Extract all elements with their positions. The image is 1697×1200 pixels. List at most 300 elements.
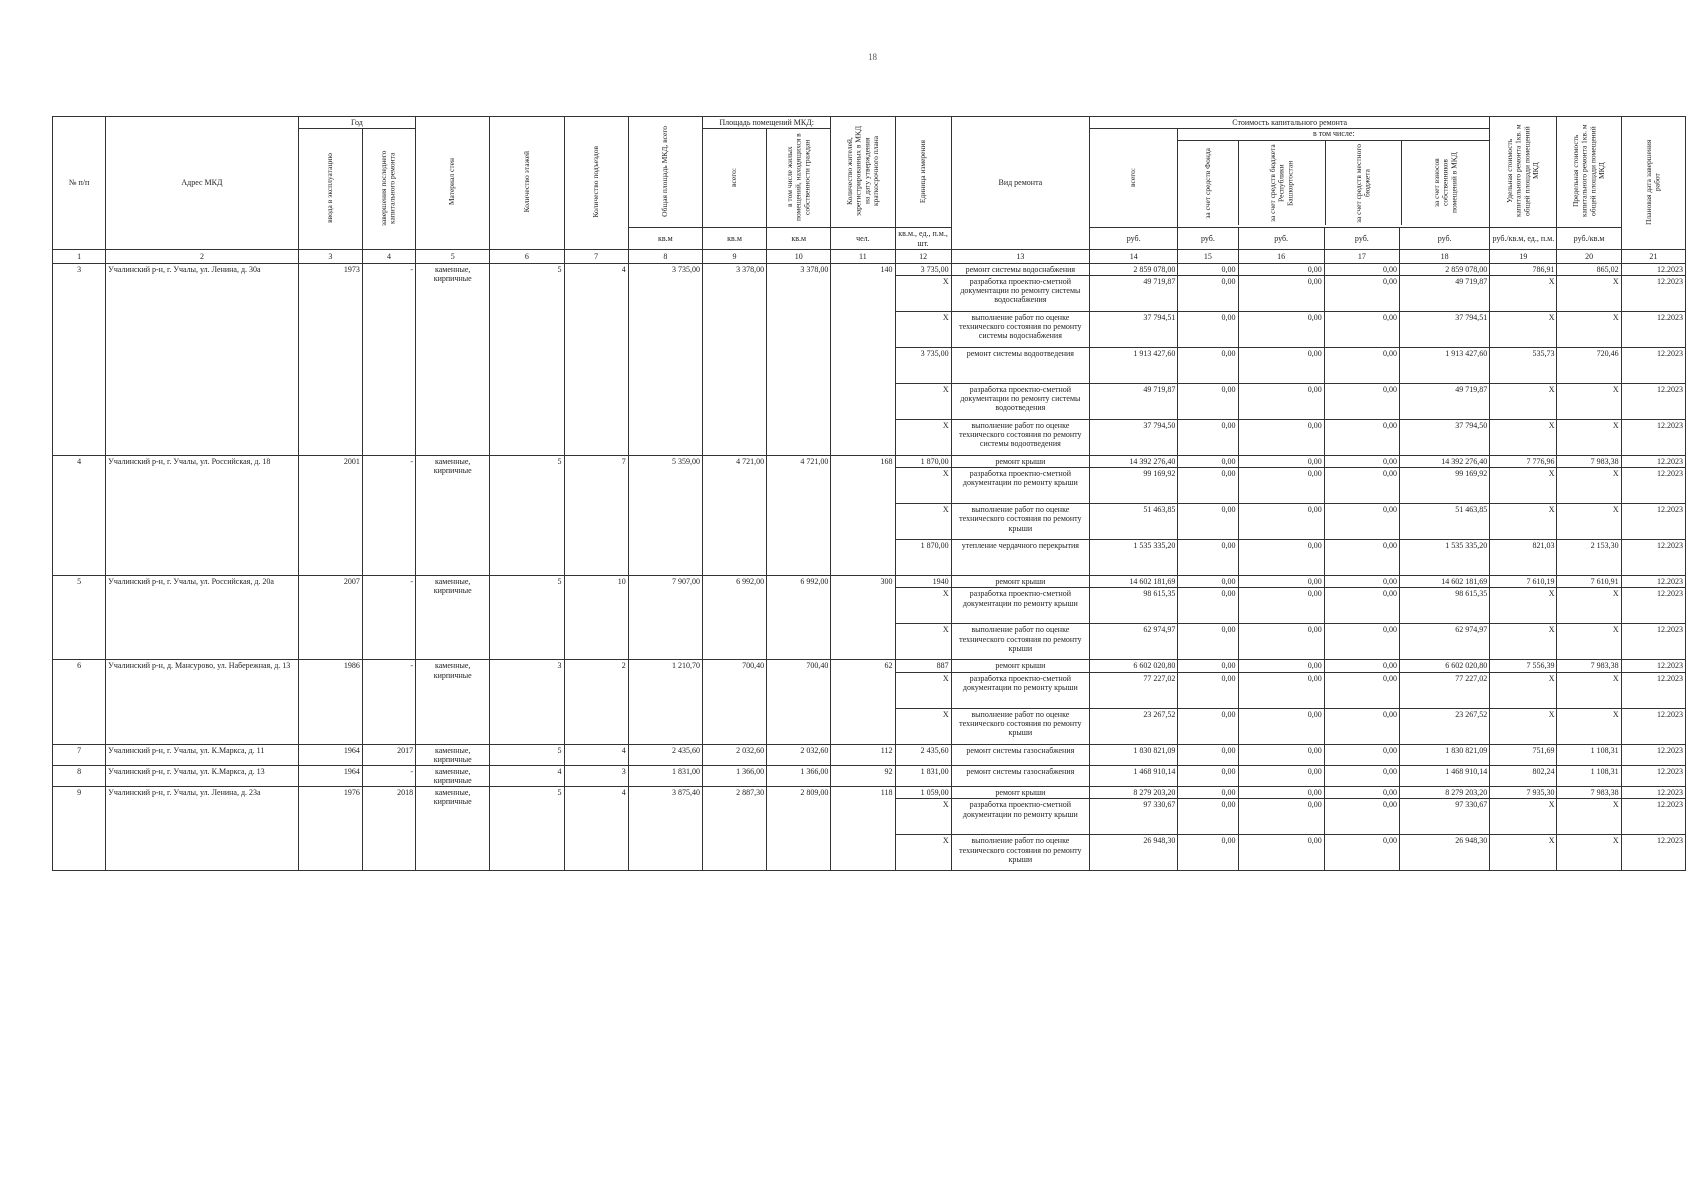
cell-cost-owners: 98 615,35 bbox=[1399, 588, 1489, 624]
cell-area-total: 2 887,30 bbox=[702, 787, 766, 871]
cell-unit-cost: 786,91 bbox=[1490, 263, 1557, 275]
cell-limit-cost: 7 983,38 bbox=[1557, 455, 1621, 467]
unit-col-9: кв.м bbox=[702, 228, 766, 249]
column-number: 16 bbox=[1238, 249, 1324, 263]
cell-year-last-repair: - bbox=[362, 765, 415, 786]
cell-unit-cost: X bbox=[1490, 835, 1557, 871]
cell-unit: 3 735,00 bbox=[895, 347, 951, 383]
cell-cost-total: 14 602 181,69 bbox=[1090, 576, 1178, 588]
cell-unit: 1 870,00 bbox=[895, 540, 951, 576]
column-number: 19 bbox=[1490, 249, 1557, 263]
hdr-cost-republic: за счет средств бюджета Республики Башкортостан bbox=[1239, 141, 1326, 225]
cell-repair-type: ремонт системы водоснабжения bbox=[951, 263, 1089, 275]
cell-unit-cost: X bbox=[1490, 504, 1557, 540]
hdr-num: № п/п bbox=[53, 117, 106, 250]
cell-cost-republic: 0,00 bbox=[1238, 419, 1324, 455]
hdr-incl-label: в том числе: bbox=[1178, 129, 1489, 141]
cell-repair-type: ремонт крыши bbox=[951, 660, 1089, 672]
cell-planned-date: 12.2023 bbox=[1621, 311, 1685, 347]
cell-area-residential: 3 378,00 bbox=[767, 263, 831, 455]
column-number: 18 bbox=[1399, 249, 1489, 263]
table-row bbox=[53, 263, 1686, 275]
cell-unit: 1940 bbox=[895, 576, 951, 588]
cell-cost-local: 0,00 bbox=[1324, 275, 1399, 311]
cell-unit: X bbox=[895, 504, 951, 540]
hdr-year-last-repair: завершения последнего капитального ремонта bbox=[362, 129, 415, 250]
cell-cost-republic: 0,00 bbox=[1238, 588, 1324, 624]
unit-col-17: руб. bbox=[1324, 228, 1399, 249]
cell-cost-republic: 0,00 bbox=[1238, 708, 1324, 744]
cell-unit: X bbox=[895, 624, 951, 660]
column-number: 13 bbox=[951, 249, 1089, 263]
cell-num: 8 bbox=[53, 765, 106, 786]
cell-unit: X bbox=[895, 835, 951, 871]
cell-cost-local: 0,00 bbox=[1324, 347, 1399, 383]
cell-cost-owners: 1 468 910,14 bbox=[1399, 765, 1489, 786]
cell-total-area: 7 907,00 bbox=[628, 576, 702, 660]
cell-cost-local: 0,00 bbox=[1324, 835, 1399, 871]
cell-cost-fund: 0,00 bbox=[1178, 347, 1238, 383]
cell-repair-type: разработка проектно-сметной документации по ремонту системы водоотведения bbox=[951, 383, 1089, 419]
cell-planned-date: 12.2023 bbox=[1621, 765, 1685, 786]
cell-cost-local: 0,00 bbox=[1324, 672, 1399, 708]
cell-unit: X bbox=[895, 588, 951, 624]
table-row bbox=[53, 787, 1686, 799]
cell-wall-material: каменные, кирпичные bbox=[416, 263, 490, 455]
cell-cost-total: 1 830 821,09 bbox=[1090, 744, 1178, 765]
cell-repair-type: выполнение работ по оценке технического состояния по ремонту крыши bbox=[951, 624, 1089, 660]
cell-cost-republic: 0,00 bbox=[1238, 540, 1324, 576]
cell-cost-fund: 0,00 bbox=[1178, 660, 1238, 672]
cell-cost-local: 0,00 bbox=[1324, 744, 1399, 765]
cell-address: Учалинский р-н, г. Учалы, ул. Российская, д. 18 bbox=[106, 455, 299, 575]
hdr-cost-fund: за счет средств Фонда bbox=[1178, 141, 1239, 225]
cell-year-last-repair: - bbox=[362, 660, 415, 744]
hdr-year-commissioning: ввода в эксплуатацию bbox=[298, 129, 362, 250]
cell-planned-date: 12.2023 bbox=[1621, 275, 1685, 311]
unit-col-12: кв.м., ед., п.м., шт. bbox=[895, 228, 951, 249]
cell-residents: 168 bbox=[831, 455, 895, 575]
cell-repair-type: разработка проектно-сметной документации по ремонту крыши bbox=[951, 799, 1089, 835]
cell-repair-type: выполнение работ по оценке технического состояния по ремонту крыши bbox=[951, 504, 1089, 540]
cell-limit-cost: X bbox=[1557, 419, 1621, 455]
cell-floors: 5 bbox=[490, 576, 564, 660]
cell-cost-republic: 0,00 bbox=[1238, 624, 1324, 660]
cell-planned-date: 12.2023 bbox=[1621, 540, 1685, 576]
cell-cost-owners: 23 267,52 bbox=[1399, 708, 1489, 744]
column-number: 8 bbox=[628, 249, 702, 263]
cell-num: 3 bbox=[53, 263, 106, 455]
cell-entrances: 7 bbox=[564, 455, 628, 575]
cell-unit: 2 435,60 bbox=[895, 744, 951, 765]
cell-area-total: 2 032,60 bbox=[702, 744, 766, 765]
cell-cost-fund: 0,00 bbox=[1178, 588, 1238, 624]
cell-year-commissioning: 2001 bbox=[298, 455, 362, 575]
cell-repair-type: выполнение работ по оценке технического состояния по ремонту системы водоснабжения bbox=[951, 311, 1089, 347]
cell-cost-local: 0,00 bbox=[1324, 624, 1399, 660]
cell-cost-fund: 0,00 bbox=[1178, 576, 1238, 588]
cell-unit: X bbox=[895, 311, 951, 347]
hdr-repair-type: Вид ремонта bbox=[951, 117, 1089, 250]
cell-planned-date: 12.2023 bbox=[1621, 787, 1685, 799]
cell-cost-local: 0,00 bbox=[1324, 311, 1399, 347]
cell-floors: 4 bbox=[490, 765, 564, 786]
cell-cost-owners: 99 169,92 bbox=[1399, 468, 1489, 504]
table-body bbox=[53, 263, 1686, 871]
cell-cost-owners: 62 974,97 bbox=[1399, 624, 1489, 660]
cell-wall-material: каменные, кирпичные bbox=[416, 576, 490, 660]
cell-floors: 5 bbox=[490, 787, 564, 871]
cell-cost-total: 14 392 276,40 bbox=[1090, 455, 1178, 467]
cell-limit-cost: X bbox=[1557, 588, 1621, 624]
cell-planned-date: 12.2023 bbox=[1621, 835, 1685, 871]
cell-cost-local: 0,00 bbox=[1324, 708, 1399, 744]
hdr-cost-owners: за счет взносов собственников помещений в МКД bbox=[1431, 152, 1459, 214]
cell-cost-owners: 51 463,85 bbox=[1399, 504, 1489, 540]
cell-total-area: 5 359,00 bbox=[628, 455, 702, 575]
cell-cost-republic: 0,00 bbox=[1238, 744, 1324, 765]
hdr-cost-group: Стоимость капитального ремонта bbox=[1090, 117, 1490, 129]
cell-cost-fund: 0,00 bbox=[1178, 419, 1238, 455]
cell-planned-date: 12.2023 bbox=[1621, 708, 1685, 744]
cell-floors: 5 bbox=[490, 263, 564, 455]
cell-limit-cost: 7 983,38 bbox=[1557, 660, 1621, 672]
column-number: 5 bbox=[416, 249, 490, 263]
cell-cost-local: 0,00 bbox=[1324, 660, 1399, 672]
table-row bbox=[53, 576, 1686, 588]
cell-cost-total: 49 719,87 bbox=[1090, 383, 1178, 419]
cell-limit-cost: X bbox=[1557, 835, 1621, 871]
cell-year-commissioning: 1973 bbox=[298, 263, 362, 455]
cell-cost-republic: 0,00 bbox=[1238, 455, 1324, 467]
column-number: 17 bbox=[1324, 249, 1399, 263]
cell-planned-date: 12.2023 bbox=[1621, 419, 1685, 455]
cell-cost-republic: 0,00 bbox=[1238, 765, 1324, 786]
cell-area-residential: 4 721,00 bbox=[767, 455, 831, 575]
cell-year-last-repair: - bbox=[362, 576, 415, 660]
table-row bbox=[53, 744, 1686, 765]
cell-planned-date: 12.2023 bbox=[1621, 455, 1685, 467]
cell-unit: 1 831,00 bbox=[895, 765, 951, 786]
cell-cost-republic: 0,00 bbox=[1238, 672, 1324, 708]
cell-cost-owners: 49 719,87 bbox=[1399, 275, 1489, 311]
cell-cost-local: 0,00 bbox=[1324, 455, 1399, 467]
cell-unit: X bbox=[895, 468, 951, 504]
cell-repair-type: ремонт системы газоснабжения bbox=[951, 765, 1089, 786]
column-number: 6 bbox=[490, 249, 564, 263]
unit-col-8: кв.м bbox=[628, 228, 702, 249]
cell-unit: X bbox=[895, 419, 951, 455]
hdr-unit-measure: Единица измерения bbox=[895, 117, 951, 228]
cell-cost-local: 0,00 bbox=[1324, 787, 1399, 799]
cell-limit-cost: 1 108,31 bbox=[1557, 765, 1621, 786]
cell-limit-cost: X bbox=[1557, 468, 1621, 504]
unit-col-16: руб. bbox=[1238, 228, 1324, 249]
cell-cost-owners: 14 392 276,40 bbox=[1399, 455, 1489, 467]
cell-unit-cost: X bbox=[1490, 588, 1557, 624]
cell-cost-fund: 0,00 bbox=[1178, 263, 1238, 275]
cell-year-commissioning: 1964 bbox=[298, 765, 362, 786]
cell-cost-owners: 49 719,87 bbox=[1399, 383, 1489, 419]
cell-cost-total: 1 913 427,60 bbox=[1090, 347, 1178, 383]
cell-cost-total: 77 227,02 bbox=[1090, 672, 1178, 708]
column-number: 2 bbox=[106, 249, 299, 263]
cell-cost-total: 98 615,35 bbox=[1090, 588, 1178, 624]
cell-residents: 300 bbox=[831, 576, 895, 660]
cell-unit-cost: 751,69 bbox=[1490, 744, 1557, 765]
column-number: 14 bbox=[1090, 249, 1178, 263]
cell-num: 9 bbox=[53, 787, 106, 871]
cell-address: Учалинский р-н, г. Учалы, ул. Ленина, д. 30а bbox=[106, 263, 299, 455]
cell-cost-total: 8 279 203,20 bbox=[1090, 787, 1178, 799]
hdr-limit-cost: Предельная стоимость капитального ремонта 1кв. м общей площади помещений МКД bbox=[1557, 117, 1621, 228]
cell-unit-cost: X bbox=[1490, 468, 1557, 504]
cell-residents: 92 bbox=[831, 765, 895, 786]
cell-repair-type: ремонт крыши bbox=[951, 787, 1089, 799]
cell-year-last-repair: - bbox=[362, 263, 415, 455]
cell-residents: 118 bbox=[831, 787, 895, 871]
hdr-unit-cost: Удельная стоимость капитального ремонта 1кв. м общей площади помещений МКД bbox=[1490, 117, 1557, 228]
cell-limit-cost: X bbox=[1557, 708, 1621, 744]
cell-unit: 1 059,00 bbox=[895, 787, 951, 799]
cell-cost-owners: 37 794,51 bbox=[1399, 311, 1489, 347]
cell-address: Учалинский р-н, г. Учалы, ул. Ленина, д. 23а bbox=[106, 787, 299, 871]
cell-unit: X bbox=[895, 708, 951, 744]
column-number: 7 bbox=[564, 249, 628, 263]
cell-area-total: 3 378,00 bbox=[702, 263, 766, 455]
cell-cost-fund: 0,00 bbox=[1178, 624, 1238, 660]
cell-unit-cost: 7 776,96 bbox=[1490, 455, 1557, 467]
cell-cost-total: 37 794,51 bbox=[1090, 311, 1178, 347]
cell-year-commissioning: 1976 bbox=[298, 787, 362, 871]
cell-floors: 5 bbox=[490, 744, 564, 765]
cell-unit-cost: X bbox=[1490, 383, 1557, 419]
cell-repair-type: ремонт системы водоотведения bbox=[951, 347, 1089, 383]
cell-year-commissioning: 1986 bbox=[298, 660, 362, 744]
cell-address: Учалинский р-н, г. Учалы, ул. К.Маркса, д. 11 bbox=[106, 744, 299, 765]
cell-repair-type: ремонт крыши bbox=[951, 576, 1089, 588]
cell-cost-owners: 1 830 821,09 bbox=[1399, 744, 1489, 765]
cell-year-commissioning: 1964 bbox=[298, 744, 362, 765]
cell-cost-local: 0,00 bbox=[1324, 468, 1399, 504]
unit-col-14: руб. bbox=[1090, 228, 1178, 249]
cell-unit: X bbox=[895, 672, 951, 708]
hdr-address: Адрес МКД bbox=[106, 117, 299, 250]
cell-cost-total: 99 169,92 bbox=[1090, 468, 1178, 504]
cell-limit-cost: 865,02 bbox=[1557, 263, 1621, 275]
cell-cost-fund: 0,00 bbox=[1178, 765, 1238, 786]
unit-col-20: руб./кв.м bbox=[1557, 228, 1621, 249]
cell-unit: X bbox=[895, 799, 951, 835]
cell-unit: 887 bbox=[895, 660, 951, 672]
cell-cost-total: 26 948,30 bbox=[1090, 835, 1178, 871]
cell-repair-type: ремонт системы газоснабжения bbox=[951, 744, 1089, 765]
cell-cost-fund: 0,00 bbox=[1178, 744, 1238, 765]
cell-unit-cost: X bbox=[1490, 708, 1557, 744]
hdr-cost-total: всего: bbox=[1090, 129, 1178, 228]
table-header bbox=[53, 117, 1686, 264]
cell-floors: 5 bbox=[490, 455, 564, 575]
cell-repair-type: ремонт крыши bbox=[951, 455, 1089, 467]
hdr-year-group: Год bbox=[298, 117, 415, 129]
cell-cost-owners: 77 227,02 bbox=[1399, 672, 1489, 708]
cell-cost-local: 0,00 bbox=[1324, 504, 1399, 540]
cell-planned-date: 12.2023 bbox=[1621, 672, 1685, 708]
cell-entrances: 10 bbox=[564, 576, 628, 660]
unit-col-18: руб. bbox=[1399, 228, 1489, 249]
cell-cost-owners: 37 794,50 bbox=[1399, 419, 1489, 455]
cell-cost-fund: 0,00 bbox=[1178, 787, 1238, 799]
cell-cost-republic: 0,00 bbox=[1238, 347, 1324, 383]
cell-cost-owners: 1 535 335,20 bbox=[1399, 540, 1489, 576]
cell-cost-republic: 0,00 bbox=[1238, 383, 1324, 419]
cell-cost-republic: 0,00 bbox=[1238, 311, 1324, 347]
cell-cost-owners: 6 602 020,80 bbox=[1399, 660, 1489, 672]
hdr-area-residential: в том числе жилых помещений, находящихся в собственности граждан bbox=[767, 129, 831, 228]
cell-area-residential: 2 032,60 bbox=[767, 744, 831, 765]
hdr-premises-area: Площадь помещений МКД: bbox=[702, 117, 830, 129]
cell-cost-total: 97 330,67 bbox=[1090, 799, 1178, 835]
cell-repair-type: разработка проектно-сметной документации по ремонту системы водоснабжения bbox=[951, 275, 1089, 311]
cell-cost-republic: 0,00 bbox=[1238, 504, 1324, 540]
cell-cost-republic: 0,00 bbox=[1238, 468, 1324, 504]
cell-cost-local: 0,00 bbox=[1324, 383, 1399, 419]
cell-entrances: 3 bbox=[564, 765, 628, 786]
cell-cost-owners: 2 859 078,00 bbox=[1399, 263, 1489, 275]
cell-limit-cost: 7 610,91 bbox=[1557, 576, 1621, 588]
cell-limit-cost: X bbox=[1557, 383, 1621, 419]
cell-entrances: 4 bbox=[564, 744, 628, 765]
cell-area-total: 6 992,00 bbox=[702, 576, 766, 660]
column-number: 12 bbox=[895, 249, 951, 263]
cell-unit: 3 735,00 bbox=[895, 263, 951, 275]
cell-planned-date: 12.2023 bbox=[1621, 576, 1685, 588]
column-number: 10 bbox=[767, 249, 831, 263]
cell-unit: X bbox=[895, 383, 951, 419]
cell-entrances: 4 bbox=[564, 787, 628, 871]
cell-limit-cost: X bbox=[1557, 311, 1621, 347]
cell-cost-fund: 0,00 bbox=[1178, 468, 1238, 504]
cell-repair-type: выполнение работ по оценке технического состояния по ремонту системы водоотведения bbox=[951, 419, 1089, 455]
cell-year-last-repair: 2018 bbox=[362, 787, 415, 871]
cell-cost-republic: 0,00 bbox=[1238, 799, 1324, 835]
cell-area-residential: 6 992,00 bbox=[767, 576, 831, 660]
cell-planned-date: 12.2023 bbox=[1621, 624, 1685, 660]
cell-unit-cost: X bbox=[1490, 275, 1557, 311]
cell-repair-type: разработка проектно-сметной документации по ремонту крыши bbox=[951, 468, 1089, 504]
column-numbers-row bbox=[53, 249, 1686, 263]
column-number: 9 bbox=[702, 249, 766, 263]
cell-cost-owners: 26 948,30 bbox=[1399, 835, 1489, 871]
cell-cost-total: 1 535 335,20 bbox=[1090, 540, 1178, 576]
cell-limit-cost: X bbox=[1557, 799, 1621, 835]
cell-unit-cost: X bbox=[1490, 311, 1557, 347]
cell-residents: 112 bbox=[831, 744, 895, 765]
cell-unit-cost: 802,24 bbox=[1490, 765, 1557, 786]
hdr-floors: Количество этажей bbox=[490, 117, 564, 250]
cell-address: Учалинский р-н, д. Мансурово, ул. Набережная, д. 13 bbox=[106, 660, 299, 744]
cell-unit-cost: 821,03 bbox=[1490, 540, 1557, 576]
cell-planned-date: 12.2023 bbox=[1621, 588, 1685, 624]
cell-planned-date: 12.2023 bbox=[1621, 468, 1685, 504]
cell-planned-date: 12.2023 bbox=[1621, 347, 1685, 383]
cell-cost-total: 37 794,50 bbox=[1090, 419, 1178, 455]
cell-limit-cost: 1 108,31 bbox=[1557, 744, 1621, 765]
cell-planned-date: 12.2023 bbox=[1621, 383, 1685, 419]
table-row bbox=[53, 455, 1686, 467]
cell-cost-fund: 0,00 bbox=[1178, 455, 1238, 467]
column-number: 15 bbox=[1178, 249, 1238, 263]
hdr-residents: Количество жителей, зарегистрированных в МКД на дату утверждения краткосрочного плана bbox=[831, 117, 895, 228]
column-number: 4 bbox=[362, 249, 415, 263]
cell-total-area: 3 875,40 bbox=[628, 787, 702, 871]
cell-cost-total: 62 974,97 bbox=[1090, 624, 1178, 660]
table-row bbox=[53, 765, 1686, 786]
cell-cost-republic: 0,00 bbox=[1238, 275, 1324, 311]
cell-cost-local: 0,00 bbox=[1324, 765, 1399, 786]
cell-cost-local: 0,00 bbox=[1324, 576, 1399, 588]
cell-cost-total: 51 463,85 bbox=[1090, 504, 1178, 540]
cell-cost-local: 0,00 bbox=[1324, 540, 1399, 576]
cell-wall-material: каменные, кирпичные bbox=[416, 744, 490, 765]
cell-cost-fund: 0,00 bbox=[1178, 504, 1238, 540]
unit-col-19: руб./кв.м, ед., п.м. bbox=[1490, 228, 1557, 249]
cell-cost-owners: 14 602 181,69 bbox=[1399, 576, 1489, 588]
cell-cost-total: 49 719,87 bbox=[1090, 275, 1178, 311]
cell-cost-total: 2 859 078,00 bbox=[1090, 263, 1178, 275]
hdr-total-area: Общая площадь МКД, всего bbox=[628, 117, 702, 228]
column-number: 20 bbox=[1557, 249, 1621, 263]
hdr-area-total: всего: bbox=[702, 129, 766, 228]
cell-cost-owners: 8 279 203,20 bbox=[1399, 787, 1489, 799]
cell-cost-local: 0,00 bbox=[1324, 588, 1399, 624]
cell-planned-date: 12.2023 bbox=[1621, 504, 1685, 540]
cell-limit-cost: X bbox=[1557, 275, 1621, 311]
cell-limit-cost: 2 153,30 bbox=[1557, 540, 1621, 576]
unit-col-11: чел. bbox=[831, 228, 895, 249]
cell-cost-owners: 1 913 427,60 bbox=[1399, 347, 1489, 383]
cell-cost-total: 23 267,52 bbox=[1090, 708, 1178, 744]
column-number: 11 bbox=[831, 249, 895, 263]
cell-cost-fund: 0,00 bbox=[1178, 672, 1238, 708]
cell-floors: 3 bbox=[490, 660, 564, 744]
cell-unit: 1 870,00 bbox=[895, 455, 951, 467]
cell-cost-total: 1 468 910,14 bbox=[1090, 765, 1178, 786]
cell-cost-local: 0,00 bbox=[1324, 799, 1399, 835]
cell-limit-cost: X bbox=[1557, 624, 1621, 660]
repair-register-table bbox=[52, 116, 1686, 871]
cell-planned-date: 12.2023 bbox=[1621, 263, 1685, 275]
cell-area-total: 4 721,00 bbox=[702, 455, 766, 575]
cell-unit-cost: X bbox=[1490, 419, 1557, 455]
column-number: 21 bbox=[1621, 249, 1685, 263]
cell-num: 4 bbox=[53, 455, 106, 575]
cell-cost-local: 0,00 bbox=[1324, 419, 1399, 455]
cell-cost-republic: 0,00 bbox=[1238, 835, 1324, 871]
cell-area-residential: 700,40 bbox=[767, 660, 831, 744]
unit-col-15: руб. bbox=[1178, 228, 1238, 249]
cell-cost-republic: 0,00 bbox=[1238, 576, 1324, 588]
cell-entrances: 2 bbox=[564, 660, 628, 744]
cell-area-residential: 1 366,00 bbox=[767, 765, 831, 786]
cell-planned-date: 12.2023 bbox=[1621, 660, 1685, 672]
cell-limit-cost: 7 983,38 bbox=[1557, 787, 1621, 799]
cell-num: 6 bbox=[53, 660, 106, 744]
cell-total-area: 1 831,00 bbox=[628, 765, 702, 786]
cell-limit-cost: X bbox=[1557, 504, 1621, 540]
cell-unit-cost: 7 556,39 bbox=[1490, 660, 1557, 672]
cell-unit-cost: 535,73 bbox=[1490, 347, 1557, 383]
